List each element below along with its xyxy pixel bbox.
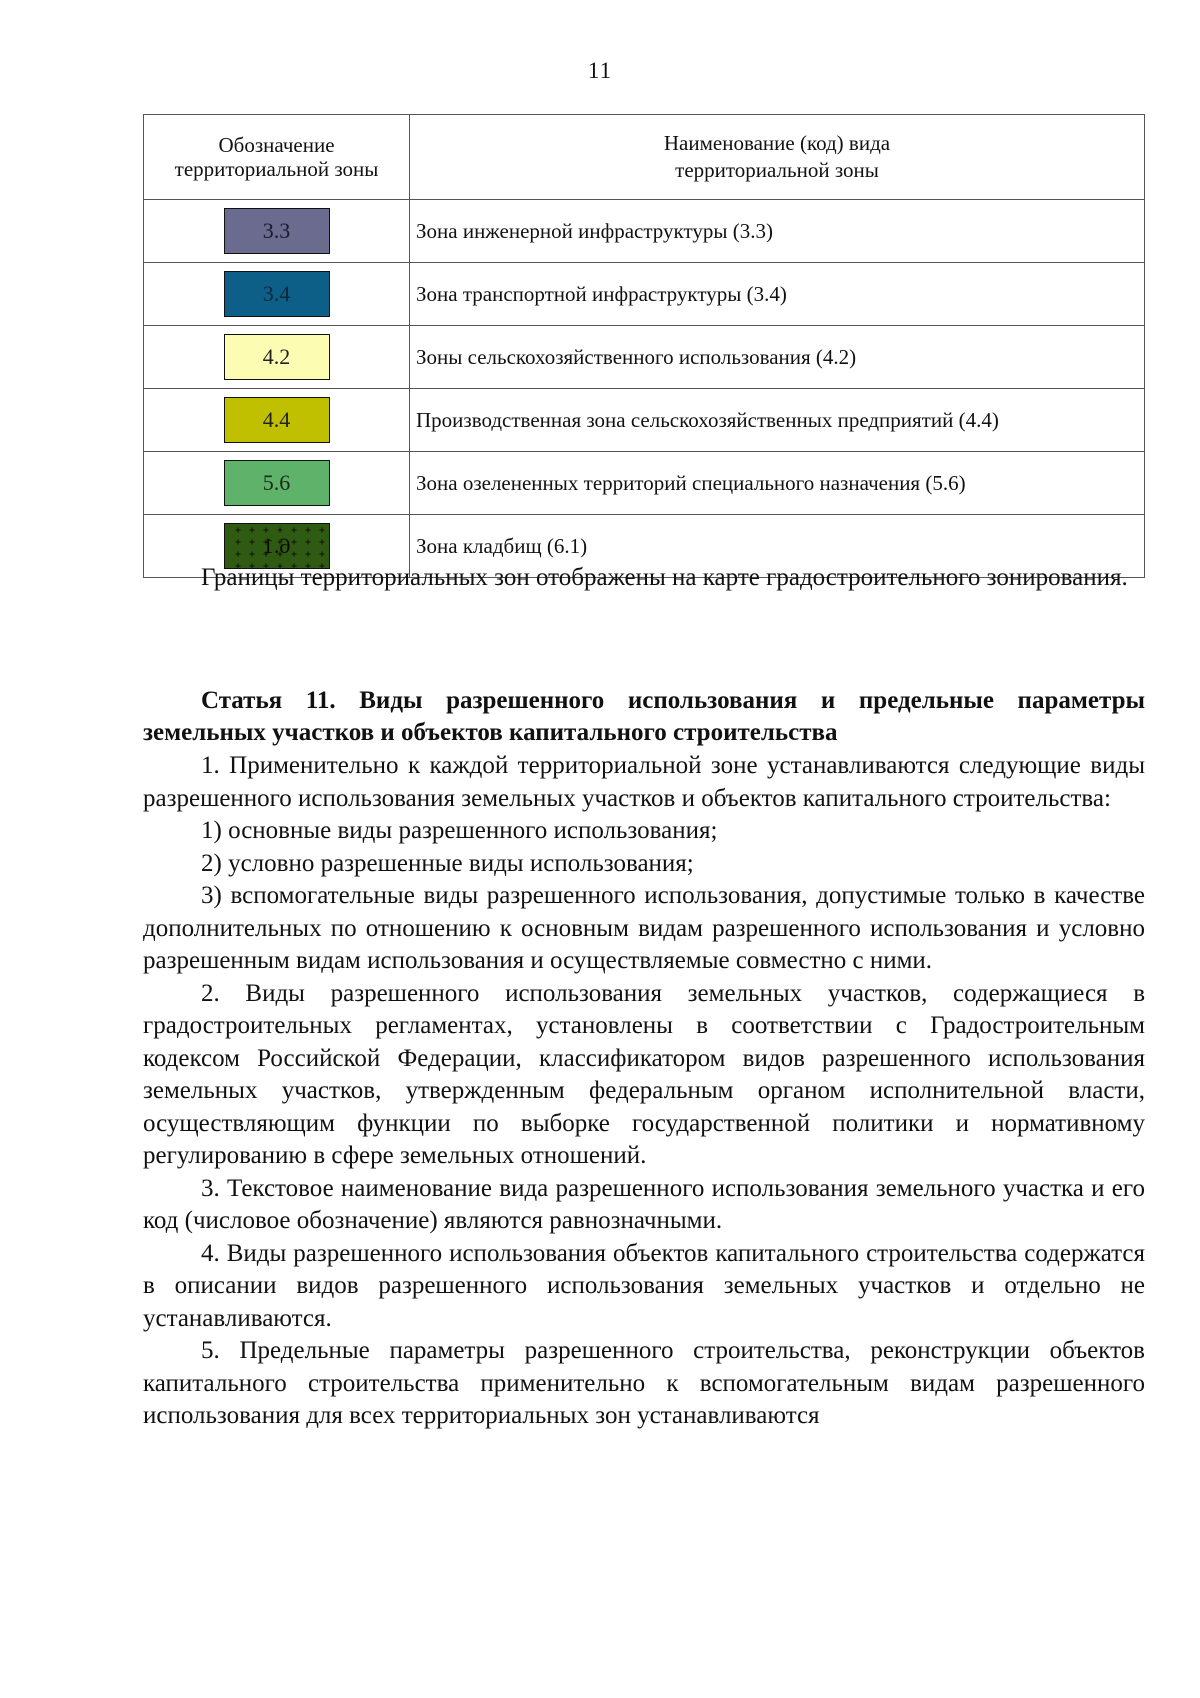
zone-code: 5.6: [262, 470, 291, 495]
zone-code: 6.1: [262, 533, 291, 558]
zone-name: Зона озелененных территорий специального назначения (5.6): [410, 452, 1145, 515]
table-row: [144, 263, 1145, 326]
zone-swatch-cell: [144, 200, 410, 263]
header-name-line1: Наименование (код) вида: [663, 131, 891, 155]
paragraph: 1. Применительно к каждой территориальной зоне устанавливаются следующие виды разрешенного использования земельных участков и объектов капитального строительства:: [143, 752, 1145, 812]
zone-color-swatch: [224, 460, 330, 506]
table-row: [144, 389, 1145, 452]
zone-color-swatch: [224, 208, 330, 254]
zone-swatch-cell: [144, 263, 410, 326]
zone-color-swatch: [224, 397, 330, 443]
zone-name: Производственная зона сельскохозяйственных предприятий (4.4): [410, 389, 1145, 452]
list-item: 3) вспомогательные виды разрешенного использования, допустимые только в качестве дополнительных по отношению к основным видам разрешенного использования и условно разрешенным видам использования и осуществляемые совместно с ними.: [143, 882, 1145, 974]
header-name-line2: территориальной зоны: [675, 158, 879, 182]
zone-code: 3.4: [262, 281, 291, 306]
boundaries-paragraph: [143, 562, 1145, 595]
zone-code: 4.4: [262, 407, 291, 432]
zone-swatch-cell: [144, 452, 410, 515]
table-row: [144, 326, 1145, 389]
table-row: [144, 200, 1145, 263]
zone-color-swatch: [224, 334, 330, 380]
article-heading: Статья 11. Виды разрешенного использования и предельные параметры земельных участков и объектов капитального строительства: [143, 687, 1145, 746]
zone-legend-table: [143, 114, 1145, 578]
paragraph: 5. Предельные параметры разрешенного строительства, реконструкции объектов капитального строительства применительно к вспомогательным видам разрешенного использования для всех территориальных зон устанавливаются: [143, 1337, 1145, 1429]
zone-name: Зоны сельскохозяйственного использования (4.2): [410, 326, 1145, 389]
header-code: Обозначение территориальной зоны: [144, 115, 410, 200]
zone-swatch-cell: [144, 389, 410, 452]
article-body: [143, 750, 1145, 1433]
zone-name: Зона инженерной инфраструктуры (3.3): [410, 200, 1145, 263]
list-item: 2) условно разрешенные виды использования;: [201, 849, 694, 877]
zone-name: Зона кладбищ (6.1): [410, 515, 1145, 578]
paragraph: 4. Виды разрешенного использования объектов капитального строительства содержатся в описании видов разрешенного использования земельных участков и отдельно не устанавливаются.: [143, 1239, 1145, 1332]
zone-name: Зона транспортной инфраструктуры (3.4): [410, 263, 1145, 326]
table-row: [144, 452, 1145, 515]
page-number: 11: [587, 58, 613, 83]
zone-swatch-cell: [144, 326, 410, 389]
list-item: 1) основные виды разрешенного использования;: [201, 817, 718, 844]
zone-code: 4.2: [262, 344, 291, 369]
zone-code: 3.3: [262, 218, 291, 243]
paragraph: 2. Виды разрешенного использования земельных участков, содержащиеся в градостроительных регламентах, установлены в соответствии с Градостроительным кодексом Российской Федерации, классификатором видов разрешенного использования земельных участков, утвержденным федеральным органом исполнительной власти, осуществляющим функции по выборке государственной политики и нормативному регулированию в сфере земельных отношений.: [143, 979, 1145, 1169]
zone-color-swatch: [224, 271, 330, 317]
table-header-row: [144, 115, 1145, 200]
paragraph: 3. Текстовое наименование вида разрешенного использования земельного участка и его код (числовое обозначение) являются равнозначными.: [143, 1174, 1145, 1234]
paragraph-text: Границы территориальных зон отображены на карте градостроительного зонирования.: [201, 564, 1128, 591]
header-name: [410, 115, 1145, 200]
